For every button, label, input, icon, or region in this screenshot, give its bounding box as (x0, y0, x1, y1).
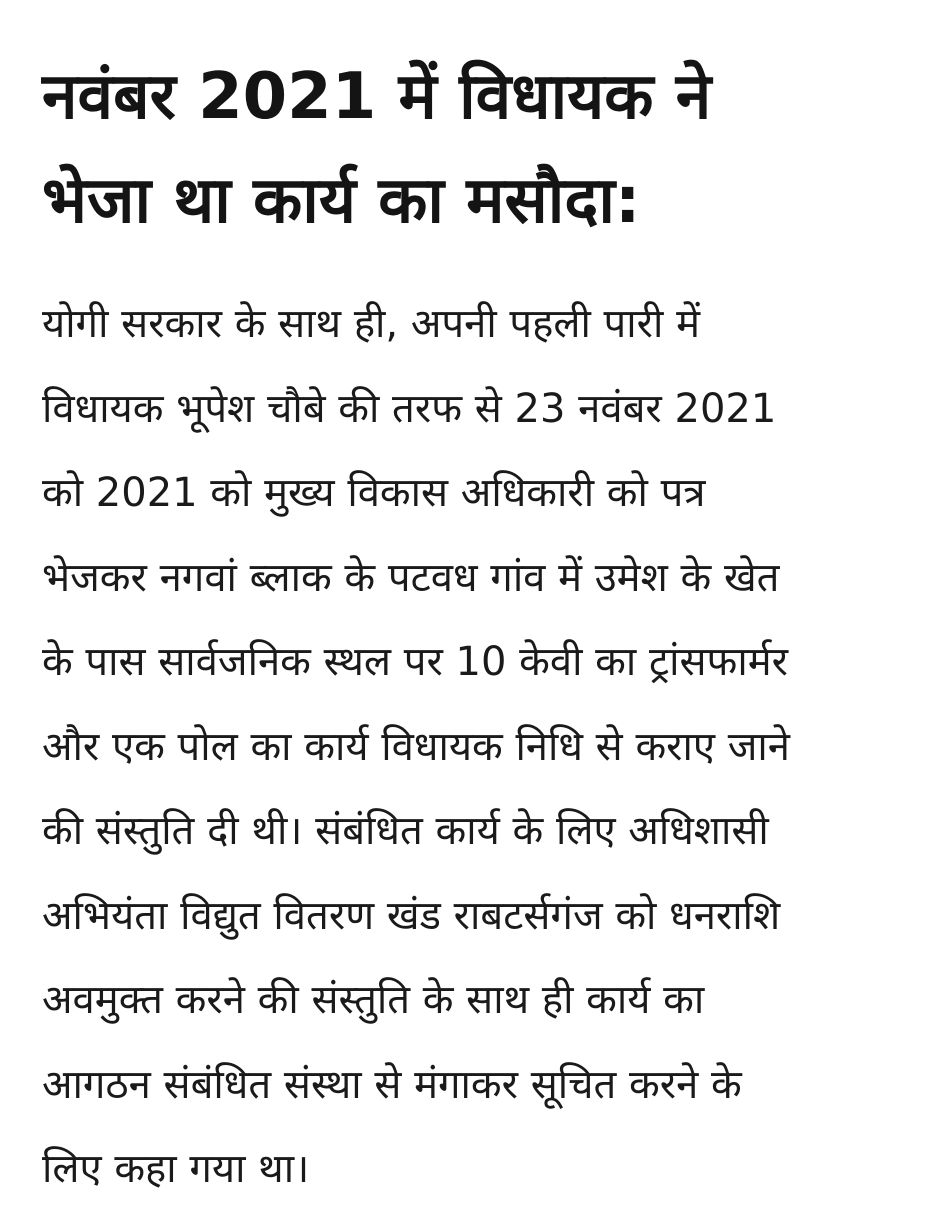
article-headline (42, 0, 897, 253)
body-line: अवमुक्त करने की संस्तुति के साथ ही कार्य का (42, 977, 705, 1023)
article-body (42, 253, 897, 1212)
headline-line: नवंबर 2021 में विधायक ने (42, 60, 712, 134)
body-line: अभियंता विद्युत वितरण खंड राबटर्सगंज को धनराशि (42, 892, 781, 939)
body-line: विधायक भूपेश चौबे की तरफ से 23 नवंबर 2021 (42, 385, 777, 432)
headline-line: भेजा था कार्य का मसौदा: (42, 164, 641, 238)
body-line: की संस्तुति दी थी। संबंधित कार्य के लिए अधिशासी (42, 808, 769, 854)
body-line: भेजकर नगवां ब्लाक के पटवध गांव में उमेश के खेत (42, 554, 780, 601)
body-line: आगठन संबंधित संस्था से मंगाकर सूचित करने के (42, 1061, 742, 1108)
body-line: योगी सरकार के साथ ही, अपनी पहली पारी में (42, 301, 700, 347)
body-line: और एक पोल का कार्य विधायक निधि से कराए जाने (42, 723, 790, 770)
body-line: के पास सार्वजनिक स्थल पर 10 केवी का ट्रांसफार्मर (42, 639, 789, 685)
body-line: लिए कहा गया था। (42, 1146, 310, 1192)
body-line: को 2021 को मुख्य विकास अधिकारी को पत्र (42, 470, 706, 516)
